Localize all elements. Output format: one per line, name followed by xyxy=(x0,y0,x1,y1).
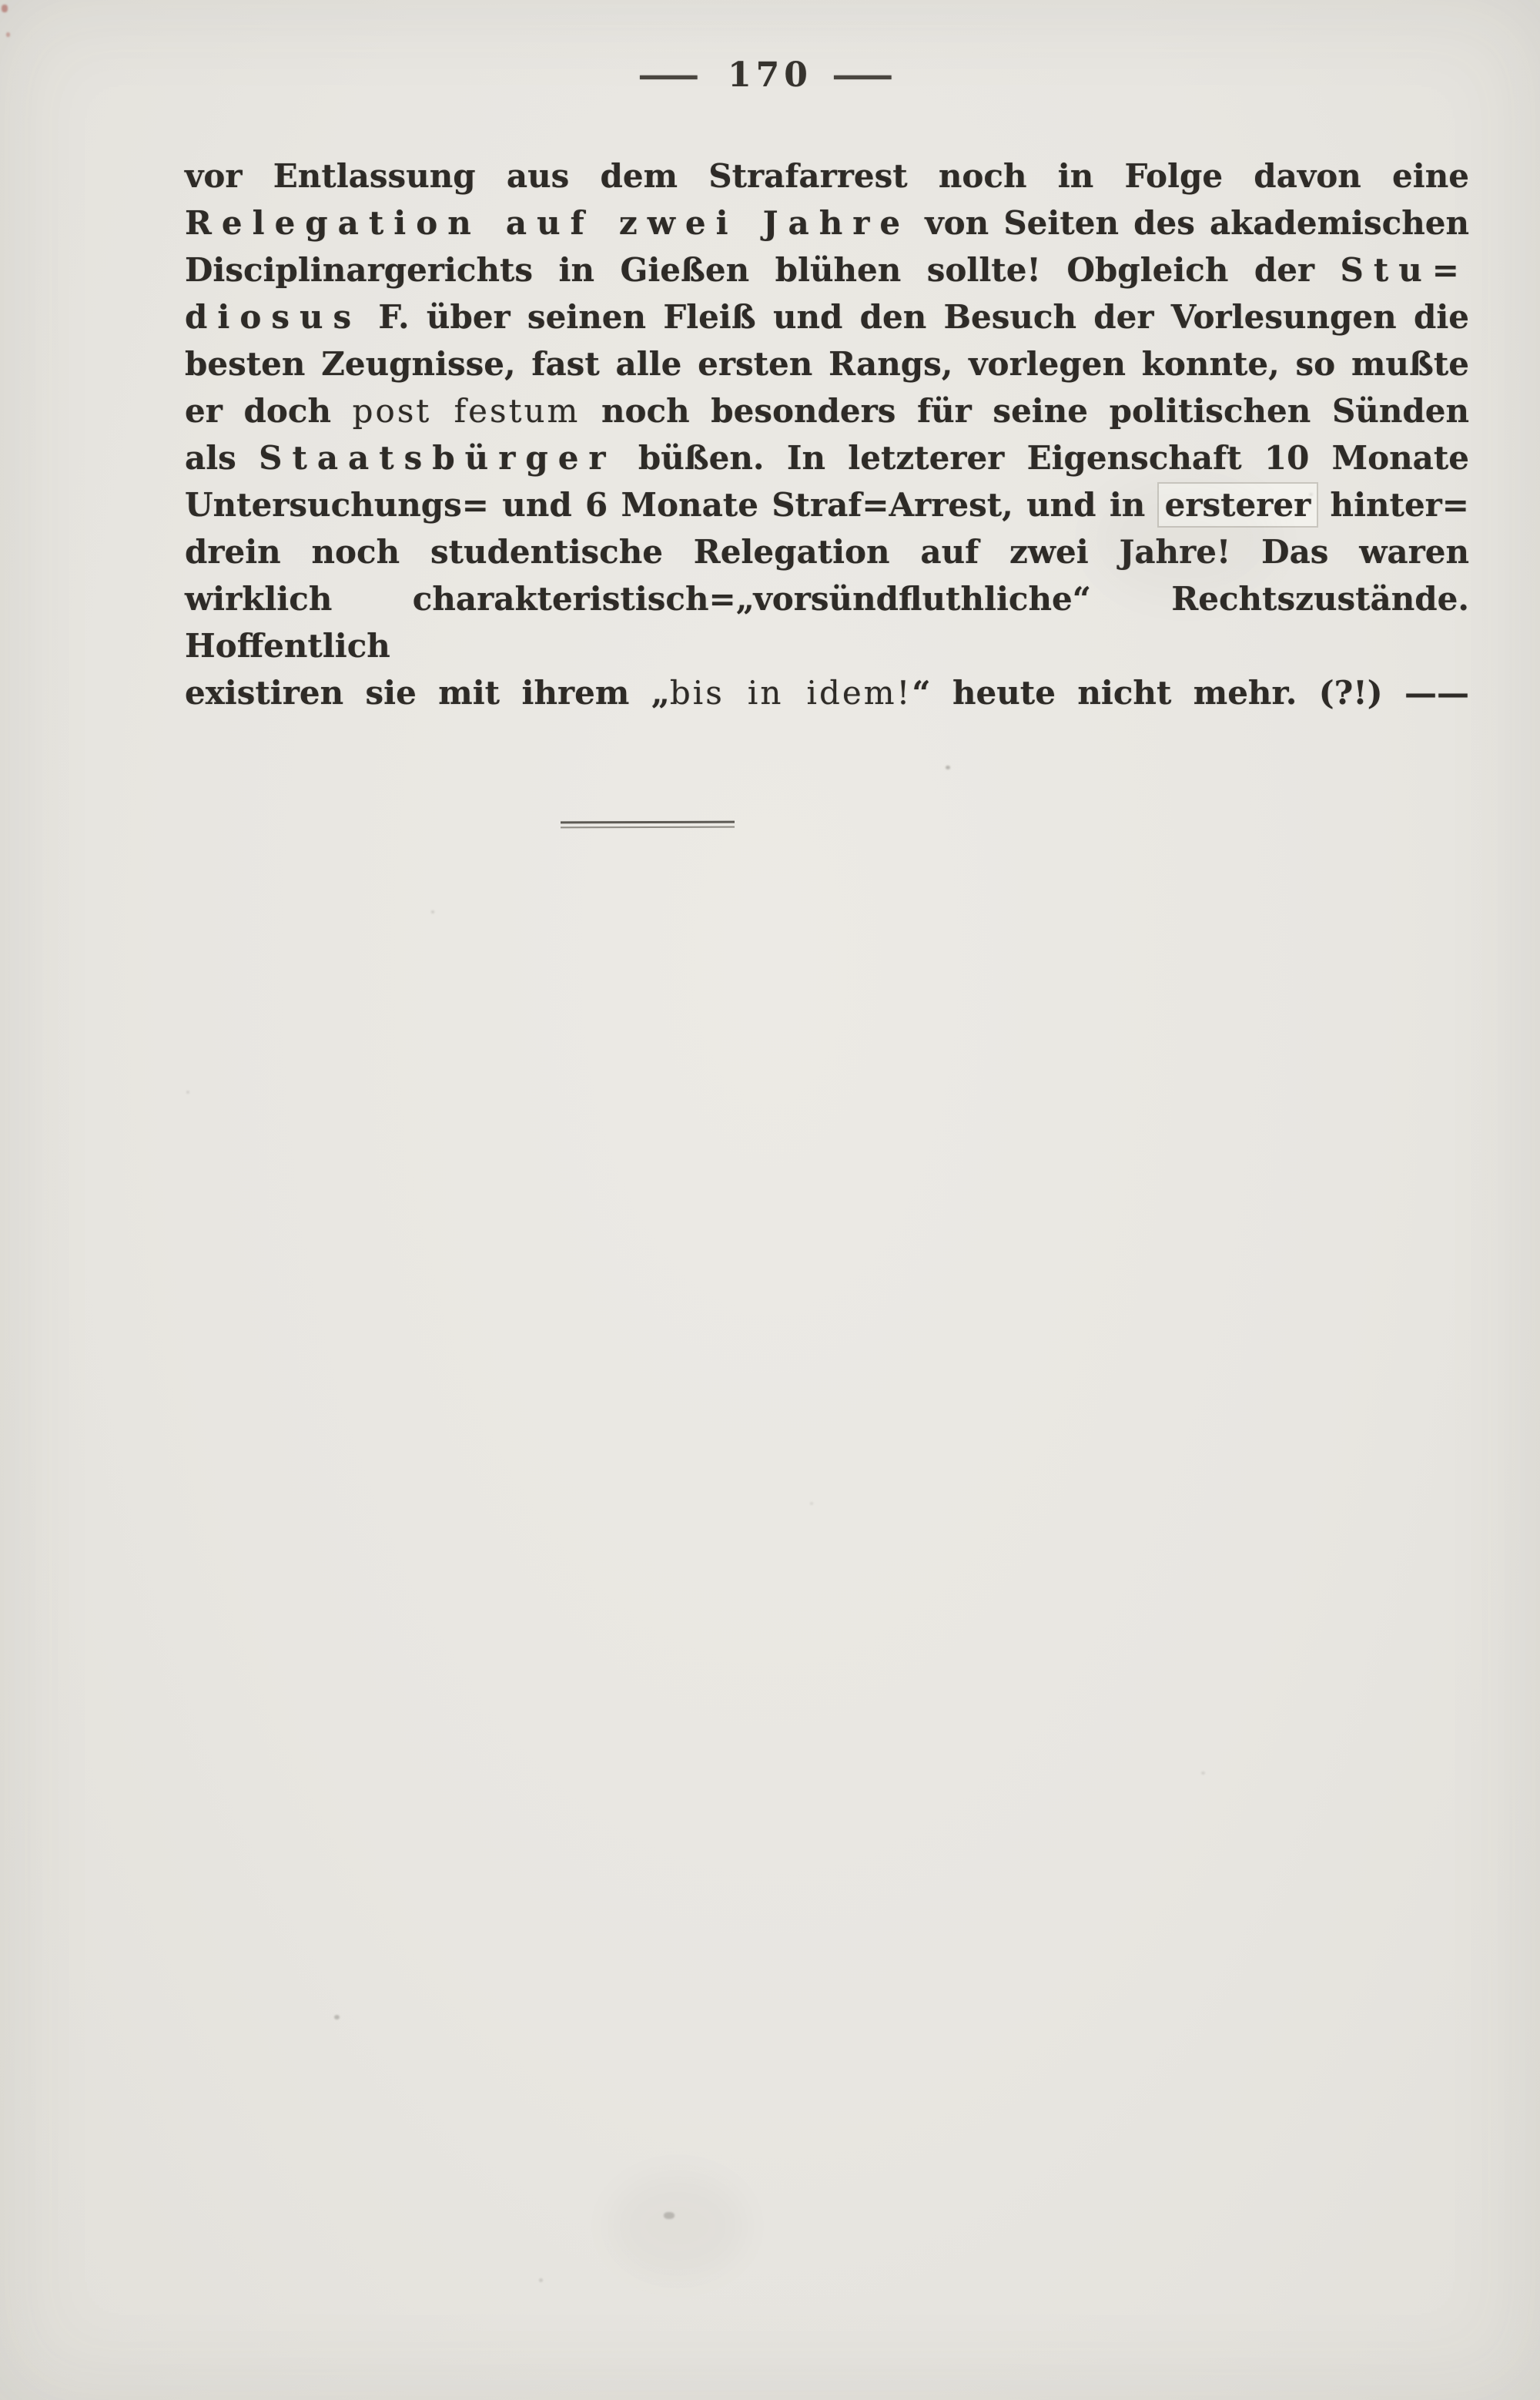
paper-speck xyxy=(1201,1772,1205,1775)
text-segment-antiqua: bis in idem! xyxy=(669,674,912,712)
text-segment-fraktur: F. über seinen Fleiß und den Besuch der Vorlesungen die xyxy=(361,298,1469,336)
paper-speck xyxy=(946,766,950,769)
text-segment-antiqua: post festum xyxy=(352,392,581,430)
text-segment-fraktur: drein noch studentische Relegation auf zwei Jahre! Das waren xyxy=(185,533,1469,571)
text-segment-highlight: ersterer xyxy=(1159,484,1317,526)
paper-speck xyxy=(810,1502,813,1505)
text-segment-fraktur: als xyxy=(185,439,259,477)
text-segment-fraktur: Disciplinargerichts in Gießen blühen sollte! Obgleich der xyxy=(185,251,1341,289)
text-segment-fraktur: existiren sie mit ihrem „ xyxy=(185,674,670,712)
page-header xyxy=(0,55,1540,95)
section-divider-rule xyxy=(561,821,735,829)
paper-speck xyxy=(431,910,434,913)
text-segment-fraktur: hinter= xyxy=(1317,486,1470,524)
text-line xyxy=(185,387,1469,434)
header-left-dash: — xyxy=(636,55,710,95)
scan-corner-mark xyxy=(6,32,10,37)
text-block xyxy=(185,153,1469,716)
paper-speck xyxy=(539,2278,543,2282)
text-segment-fraktur: Untersuchungs= und 6 Monate Straf=Arrest, und in xyxy=(185,486,1159,524)
paper-speck xyxy=(334,2015,340,2020)
paper-stain xyxy=(608,2172,747,2280)
text-segment-spaced: diosus xyxy=(185,298,362,336)
text-line xyxy=(185,481,1469,528)
text-line xyxy=(185,293,1469,340)
text-line xyxy=(185,575,1469,669)
text-segment-spaced: Staatsbürger xyxy=(259,439,616,477)
page-number: 170 xyxy=(728,55,812,95)
text-segment-fraktur: von Seiten des akademischen xyxy=(910,204,1469,242)
text-segment-fraktur: besten Zeugnisse, fast alle ersten Rangs, vorlegen konnte, so mußte xyxy=(185,345,1469,383)
text-segment-fraktur: er doch xyxy=(185,392,353,430)
text-segment-fraktur: noch besonders für seine politischen Sünden xyxy=(580,392,1469,430)
text-segment-fraktur: wirklich charakteristisch=„vorsündfluthliche“ Rechtszustände. Hoffentlich xyxy=(185,580,1469,665)
text-line xyxy=(185,199,1469,246)
paper-speck xyxy=(1309,493,1313,496)
text-line xyxy=(185,153,1469,199)
text-line xyxy=(185,340,1469,387)
scan-corner-mark xyxy=(2,5,8,12)
text-line xyxy=(185,669,1469,716)
text-segment-fraktur: vor Entlassung aus dem Strafarrest noch in Folge davon eine xyxy=(185,157,1469,195)
paper-speck xyxy=(186,1091,189,1094)
text-segment-fraktur: büßen. In letzterer Eigenschaft 10 Monate xyxy=(615,439,1470,477)
text-segment-spaced: Relegation auf zwei Jahre xyxy=(185,204,911,242)
text-line xyxy=(185,246,1469,293)
text-segment-spaced: Stu= xyxy=(1340,251,1469,289)
text-segment-fraktur: “ heute nicht mehr. (?!) —— xyxy=(912,674,1470,712)
header-right-dash: — xyxy=(830,55,904,95)
paper-stain xyxy=(1093,478,1278,601)
text-line xyxy=(185,434,1469,481)
